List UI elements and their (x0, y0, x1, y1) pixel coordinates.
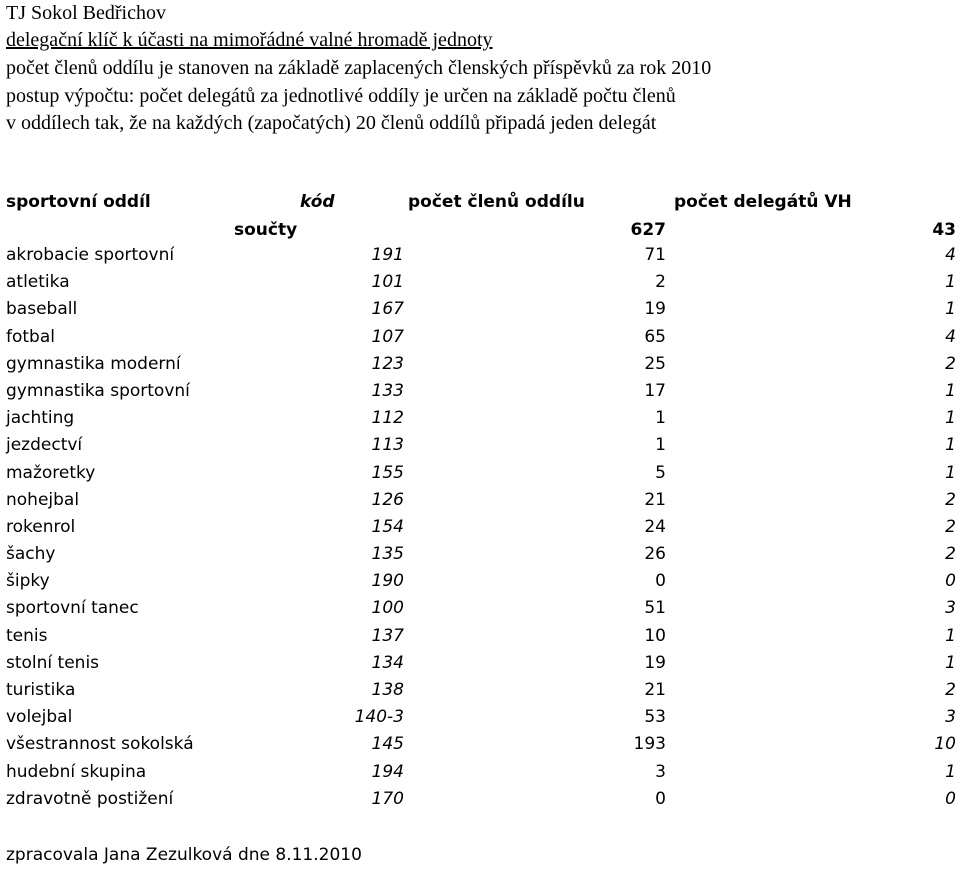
division-name: rokenrol (6, 516, 76, 537)
division-name: stolní tenis (6, 652, 100, 673)
delegate-count: 1 (945, 761, 956, 782)
delegate-count: 2 (945, 544, 956, 565)
table-row (0, 544, 960, 571)
table-row (0, 408, 960, 435)
division-name: gymnastika moderní (6, 353, 181, 374)
table-row (0, 435, 960, 462)
delegate-count: 1 (945, 299, 956, 320)
delegate-count: 2 (945, 489, 956, 510)
delegate-count: 10 (934, 734, 956, 755)
delegate-count: 1 (945, 462, 956, 483)
division-name: nohejbal (6, 489, 80, 510)
delegate-count: 1 (945, 625, 956, 646)
division-code: 154 (371, 516, 404, 537)
division-name: jezdectví (6, 435, 83, 456)
table-row (0, 626, 960, 653)
division-code: 135 (371, 544, 404, 565)
delegate-count: 1 (945, 408, 956, 429)
division-code: 101 (371, 272, 404, 293)
member-count: 26 (644, 544, 666, 565)
table-row (0, 490, 960, 517)
member-count: 51 (644, 598, 666, 619)
column-header-member-count: počet členů oddílu (408, 192, 585, 212)
division-name: tenis (6, 625, 48, 646)
member-count: 1 (655, 435, 666, 456)
delegate-count: 0 (945, 788, 956, 809)
division-name: šachy (6, 544, 56, 565)
division-name: mažoretky (6, 462, 96, 483)
table-row (0, 598, 960, 625)
table-row (0, 272, 960, 299)
delegate-count: 1 (945, 272, 956, 293)
member-count: 5 (655, 462, 666, 483)
division-name: fotbal (6, 326, 55, 347)
division-code: 126 (371, 489, 404, 510)
table-row (0, 517, 960, 544)
division-table-body (0, 245, 960, 816)
member-count: 21 (644, 489, 666, 510)
division-name: sportovní tanec (6, 598, 139, 619)
table-row (0, 653, 960, 680)
division-name: šipky (6, 571, 50, 592)
note-calculation-method: postup výpočtu: počet delegátů za jednotlivé oddíly je určen na základě počtu členů (6, 85, 676, 107)
member-count: 19 (644, 299, 666, 320)
division-code: 123 (371, 353, 404, 374)
division-code: 112 (371, 408, 404, 429)
member-count: 0 (655, 788, 666, 809)
member-count: 193 (633, 734, 666, 755)
division-code: 138 (371, 680, 404, 700)
division-name: všestrannost sokolská (6, 734, 194, 755)
delegate-count: 3 (945, 598, 956, 619)
column-header-sport-division: sportovní oddíl (6, 192, 151, 212)
member-count: 24 (644, 516, 666, 537)
division-code: 100 (371, 598, 404, 619)
division-code: 194 (371, 761, 404, 782)
division-name: zdravotně postižení (6, 788, 174, 809)
table-row (0, 245, 960, 272)
table-row (0, 381, 960, 408)
column-header-delegate-count: počet delegátů VH (674, 192, 852, 212)
delegate-count: 4 (945, 245, 956, 265)
division-code: 133 (371, 380, 404, 401)
totals-label: součty (234, 220, 298, 240)
member-count: 17 (644, 380, 666, 401)
division-name: akrobacie sportovní (6, 245, 175, 265)
division-name: gymnastika sportovní (6, 380, 190, 401)
totals-members: 627 (630, 220, 666, 240)
table-row (0, 680, 960, 707)
table-row (0, 327, 960, 354)
division-name: jachting (6, 408, 75, 429)
division-name: volejbal (6, 707, 73, 728)
table-row (0, 571, 960, 598)
table-row (0, 762, 960, 789)
member-count: 25 (644, 353, 666, 374)
delegate-count: 2 (945, 353, 956, 374)
division-code: 137 (371, 625, 404, 646)
table-row (0, 789, 960, 816)
division-code: 107 (371, 326, 404, 347)
delegate-count: 4 (945, 326, 956, 347)
note-delegate-ratio: v oddílech tak, že na každých (započatých) 20 členů oddílů připadá jeden delegát (6, 112, 657, 134)
member-count: 71 (644, 245, 666, 265)
division-name: baseball (6, 299, 78, 320)
division-code: 190 (371, 571, 404, 592)
delegate-count: 1 (945, 435, 956, 456)
totals-delegates: 43 (932, 220, 956, 240)
member-count: 3 (655, 761, 666, 782)
member-count: 0 (655, 571, 666, 592)
table-row (0, 707, 960, 734)
delegate-count: 3 (945, 707, 956, 728)
delegate-count: 2 (945, 680, 956, 700)
delegate-count: 1 (945, 380, 956, 401)
document-subtitle: delegační klíč k účasti na mimořádné valné hromadě jednoty (6, 29, 493, 51)
table-row (0, 299, 960, 326)
member-count: 21 (644, 680, 666, 700)
division-code: 145 (371, 734, 404, 755)
division-code: 155 (371, 462, 404, 483)
division-name: atletika (6, 272, 70, 293)
member-count: 10 (644, 625, 666, 646)
column-header-code: kód (300, 192, 335, 212)
division-code: 113 (371, 435, 404, 456)
division-code: 191 (371, 245, 404, 265)
division-code: 170 (371, 788, 404, 809)
division-code: 134 (371, 652, 404, 673)
member-count: 53 (644, 707, 666, 728)
division-name: turistika (6, 680, 76, 700)
member-count: 2 (655, 272, 666, 293)
member-count: 19 (644, 652, 666, 673)
division-code: 167 (371, 299, 404, 320)
table-row (0, 463, 960, 490)
member-count: 1 (655, 408, 666, 429)
table-row (0, 354, 960, 381)
division-code: 140-3 (354, 707, 404, 728)
footer-processed-by: zpracovala Jana Zezulková dne 8.11.2010 (6, 845, 362, 865)
member-count: 65 (644, 326, 666, 347)
note-membership-basis: počet členů oddílu je stanoven na základě zaplacených členských příspěvků za rok 2010 (6, 57, 712, 79)
delegate-count: 0 (945, 571, 956, 592)
division-name: hudební skupina (6, 761, 147, 782)
delegate-count: 1 (945, 652, 956, 673)
delegate-count: 2 (945, 516, 956, 537)
document-title: TJ Sokol Bedřichov (6, 2, 166, 24)
table-row (0, 734, 960, 761)
